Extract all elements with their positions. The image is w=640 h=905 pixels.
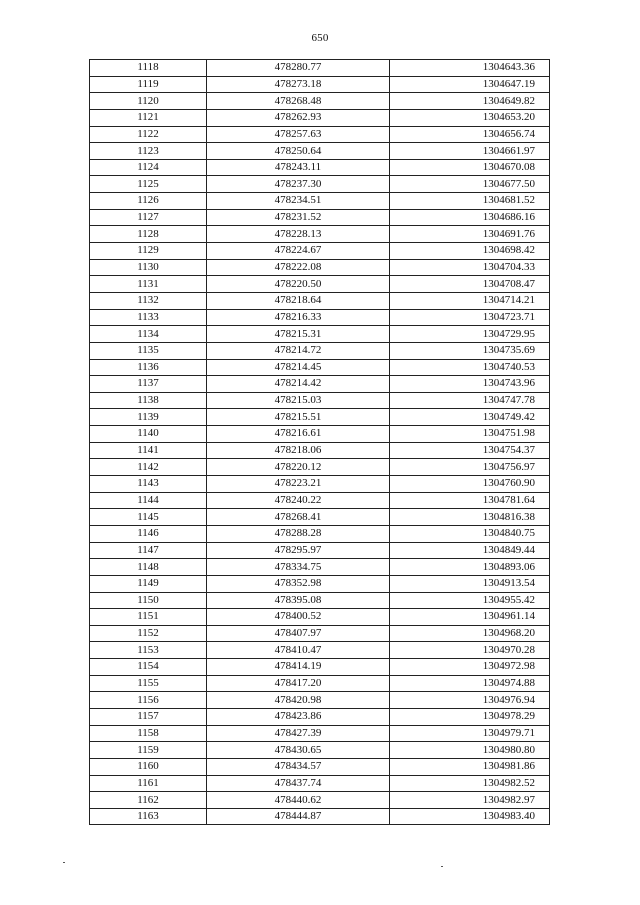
y-coordinate-cell: 1304670.08	[390, 159, 550, 176]
table-row	[90, 76, 550, 93]
point-number-cell: 1125	[90, 176, 207, 193]
point-number-cell: 1143	[90, 476, 207, 493]
y-coordinate-cell: 1304723.71	[390, 309, 550, 326]
y-coordinate-cell: 1304968.20	[390, 625, 550, 642]
table-row	[90, 60, 550, 77]
x-coordinate-cell: 478410.47	[207, 642, 390, 659]
table-row	[90, 742, 550, 759]
x-coordinate-cell: 478243.11	[207, 159, 390, 176]
page-number: 650	[311, 32, 329, 44]
x-coordinate-cell: 478222.08	[207, 259, 390, 276]
table-row	[90, 492, 550, 509]
point-number-cell: 1134	[90, 326, 207, 343]
table-row	[90, 126, 550, 143]
x-coordinate-cell: 478218.06	[207, 442, 390, 459]
y-coordinate-cell: 1304649.82	[390, 93, 550, 110]
x-coordinate-cell: 478417.20	[207, 675, 390, 692]
x-coordinate-cell: 478295.97	[207, 542, 390, 559]
y-coordinate-cell: 1304698.42	[390, 243, 550, 260]
y-coordinate-cell: 1304653.20	[390, 109, 550, 126]
table-row	[90, 376, 550, 393]
y-coordinate-cell: 1304704.33	[390, 259, 550, 276]
table-row	[90, 243, 550, 260]
y-coordinate-cell: 1304661.97	[390, 143, 550, 160]
y-coordinate-cell: 1304754.37	[390, 442, 550, 459]
x-coordinate-cell: 478268.48	[207, 93, 390, 110]
table-row	[90, 193, 550, 210]
x-coordinate-cell: 478216.33	[207, 309, 390, 326]
y-coordinate-cell: 1304970.28	[390, 642, 550, 659]
point-number-cell: 1131	[90, 276, 207, 293]
x-coordinate-cell: 478423.86	[207, 708, 390, 725]
point-number-cell: 1150	[90, 592, 207, 609]
table-row	[90, 442, 550, 459]
y-coordinate-cell: 1304980.80	[390, 742, 550, 759]
x-coordinate-cell: 478215.31	[207, 326, 390, 343]
y-coordinate-cell: 1304961.14	[390, 609, 550, 626]
point-number-cell: 1130	[90, 259, 207, 276]
y-coordinate-cell: 1304982.52	[390, 775, 550, 792]
y-coordinate-cell: 1304979.71	[390, 725, 550, 742]
y-coordinate-cell: 1304955.42	[390, 592, 550, 609]
x-coordinate-cell: 478214.42	[207, 376, 390, 393]
x-coordinate-cell: 478273.18	[207, 76, 390, 93]
y-coordinate-cell: 1304893.06	[390, 559, 550, 576]
point-number-cell: 1132	[90, 292, 207, 309]
point-number-cell: 1154	[90, 659, 207, 676]
table-row	[90, 592, 550, 609]
table-row	[90, 359, 550, 376]
x-coordinate-cell: 478240.22	[207, 492, 390, 509]
y-coordinate-cell: 1304749.42	[390, 409, 550, 426]
point-number-cell: 1135	[90, 342, 207, 359]
x-coordinate-cell: 478407.97	[207, 625, 390, 642]
coordinates-table-body	[90, 60, 550, 825]
y-coordinate-cell: 1304978.29	[390, 708, 550, 725]
point-number-cell: 1144	[90, 492, 207, 509]
table-row	[90, 392, 550, 409]
table-row	[90, 259, 550, 276]
y-coordinate-cell: 1304840.75	[390, 525, 550, 542]
x-coordinate-cell: 478215.51	[207, 409, 390, 426]
y-coordinate-cell: 1304714.21	[390, 292, 550, 309]
x-coordinate-cell: 478334.75	[207, 559, 390, 576]
x-coordinate-cell: 478280.77	[207, 60, 390, 77]
x-coordinate-cell: 478228.13	[207, 226, 390, 243]
y-coordinate-cell: 1304913.54	[390, 575, 550, 592]
y-coordinate-cell: 1304849.44	[390, 542, 550, 559]
scan-speck	[441, 866, 443, 867]
x-coordinate-cell: 478215.03	[207, 392, 390, 409]
y-coordinate-cell: 1304708.47	[390, 276, 550, 293]
y-coordinate-cell: 1304982.97	[390, 792, 550, 809]
table-row	[90, 758, 550, 775]
point-number-cell: 1118	[90, 60, 207, 77]
point-number-cell: 1142	[90, 459, 207, 476]
table-row	[90, 176, 550, 193]
x-coordinate-cell: 478427.39	[207, 725, 390, 742]
y-coordinate-cell: 1304972.98	[390, 659, 550, 676]
point-number-cell: 1129	[90, 243, 207, 260]
point-number-cell: 1153	[90, 642, 207, 659]
point-number-cell: 1163	[90, 808, 207, 825]
point-number-cell: 1126	[90, 193, 207, 210]
point-number-cell: 1137	[90, 376, 207, 393]
x-coordinate-cell: 478268.41	[207, 509, 390, 526]
point-number-cell: 1121	[90, 109, 207, 126]
x-coordinate-cell: 478257.63	[207, 126, 390, 143]
x-coordinate-cell: 478395.08	[207, 592, 390, 609]
table-row	[90, 542, 550, 559]
y-coordinate-cell: 1304747.78	[390, 392, 550, 409]
point-number-cell: 1141	[90, 442, 207, 459]
point-number-cell: 1133	[90, 309, 207, 326]
point-number-cell: 1161	[90, 775, 207, 792]
table-row	[90, 209, 550, 226]
point-number-cell: 1149	[90, 575, 207, 592]
table-row	[90, 559, 550, 576]
y-coordinate-cell: 1304643.36	[390, 60, 550, 77]
y-coordinate-cell: 1304686.16	[390, 209, 550, 226]
table-row	[90, 159, 550, 176]
y-coordinate-cell: 1304647.19	[390, 76, 550, 93]
point-number-cell: 1159	[90, 742, 207, 759]
point-number-cell: 1158	[90, 725, 207, 742]
table-row	[90, 808, 550, 825]
x-coordinate-cell: 478223.21	[207, 476, 390, 493]
table-row	[90, 326, 550, 343]
y-coordinate-cell: 1304760.90	[390, 476, 550, 493]
y-coordinate-cell: 1304756.97	[390, 459, 550, 476]
x-coordinate-cell: 478414.19	[207, 659, 390, 676]
point-number-cell: 1128	[90, 226, 207, 243]
table-row	[90, 459, 550, 476]
table-row	[90, 109, 550, 126]
y-coordinate-cell: 1304816.38	[390, 509, 550, 526]
table-row	[90, 276, 550, 293]
point-number-cell: 1160	[90, 758, 207, 775]
x-coordinate-cell: 478250.64	[207, 143, 390, 160]
x-coordinate-cell: 478224.67	[207, 243, 390, 260]
x-coordinate-cell: 478430.65	[207, 742, 390, 759]
point-number-cell: 1139	[90, 409, 207, 426]
table-row	[90, 309, 550, 326]
x-coordinate-cell: 478214.72	[207, 342, 390, 359]
point-number-cell: 1124	[90, 159, 207, 176]
y-coordinate-cell: 1304677.50	[390, 176, 550, 193]
y-coordinate-cell: 1304681.52	[390, 193, 550, 210]
table-row	[90, 292, 550, 309]
point-number-cell: 1119	[90, 76, 207, 93]
table-row	[90, 659, 550, 676]
table-row	[90, 525, 550, 542]
x-coordinate-cell: 478220.12	[207, 459, 390, 476]
table-row	[90, 775, 550, 792]
point-number-cell: 1151	[90, 609, 207, 626]
y-coordinate-cell: 1304981.86	[390, 758, 550, 775]
table-row	[90, 93, 550, 110]
y-coordinate-cell: 1304740.53	[390, 359, 550, 376]
point-number-cell: 1138	[90, 392, 207, 409]
table-row	[90, 226, 550, 243]
table-row	[90, 409, 550, 426]
table-row	[90, 708, 550, 725]
x-coordinate-cell: 478220.50	[207, 276, 390, 293]
point-number-cell: 1120	[90, 93, 207, 110]
x-coordinate-cell: 478262.93	[207, 109, 390, 126]
table-row	[90, 476, 550, 493]
y-coordinate-cell: 1304751.98	[390, 426, 550, 443]
y-coordinate-cell: 1304729.95	[390, 326, 550, 343]
point-number-cell: 1157	[90, 708, 207, 725]
point-number-cell: 1140	[90, 426, 207, 443]
y-coordinate-cell: 1304781.64	[390, 492, 550, 509]
table-row	[90, 426, 550, 443]
point-number-cell: 1162	[90, 792, 207, 809]
table-row	[90, 675, 550, 692]
x-coordinate-cell: 478352.98	[207, 575, 390, 592]
table-row	[90, 342, 550, 359]
y-coordinate-cell: 1304743.96	[390, 376, 550, 393]
table-row	[90, 792, 550, 809]
x-coordinate-cell: 478437.74	[207, 775, 390, 792]
coordinates-table	[89, 59, 550, 825]
point-number-cell: 1145	[90, 509, 207, 526]
table-row	[90, 725, 550, 742]
table-row	[90, 575, 550, 592]
point-number-cell: 1155	[90, 675, 207, 692]
x-coordinate-cell: 478288.28	[207, 525, 390, 542]
x-coordinate-cell: 478216.61	[207, 426, 390, 443]
point-number-cell: 1122	[90, 126, 207, 143]
x-coordinate-cell: 478434.57	[207, 758, 390, 775]
y-coordinate-cell: 1304735.69	[390, 342, 550, 359]
table-row	[90, 625, 550, 642]
point-number-cell: 1147	[90, 542, 207, 559]
table-row	[90, 642, 550, 659]
table-row	[90, 692, 550, 709]
y-coordinate-cell: 1304656.74	[390, 126, 550, 143]
x-coordinate-cell: 478231.52	[207, 209, 390, 226]
y-coordinate-cell: 1304691.76	[390, 226, 550, 243]
x-coordinate-cell: 478214.45	[207, 359, 390, 376]
x-coordinate-cell: 478444.87	[207, 808, 390, 825]
x-coordinate-cell: 478237.30	[207, 176, 390, 193]
x-coordinate-cell: 478218.64	[207, 292, 390, 309]
scan-speck	[63, 862, 65, 863]
point-number-cell: 1123	[90, 143, 207, 160]
y-coordinate-cell: 1304983.40	[390, 808, 550, 825]
y-coordinate-cell: 1304976.94	[390, 692, 550, 709]
x-coordinate-cell: 478440.62	[207, 792, 390, 809]
point-number-cell: 1127	[90, 209, 207, 226]
table-row	[90, 509, 550, 526]
table-row	[90, 143, 550, 160]
point-number-cell: 1156	[90, 692, 207, 709]
y-coordinate-cell: 1304974.88	[390, 675, 550, 692]
x-coordinate-cell: 478400.52	[207, 609, 390, 626]
point-number-cell: 1152	[90, 625, 207, 642]
x-coordinate-cell: 478420.98	[207, 692, 390, 709]
point-number-cell: 1148	[90, 559, 207, 576]
x-coordinate-cell: 478234.51	[207, 193, 390, 210]
point-number-cell: 1136	[90, 359, 207, 376]
table-row	[90, 609, 550, 626]
point-number-cell: 1146	[90, 525, 207, 542]
